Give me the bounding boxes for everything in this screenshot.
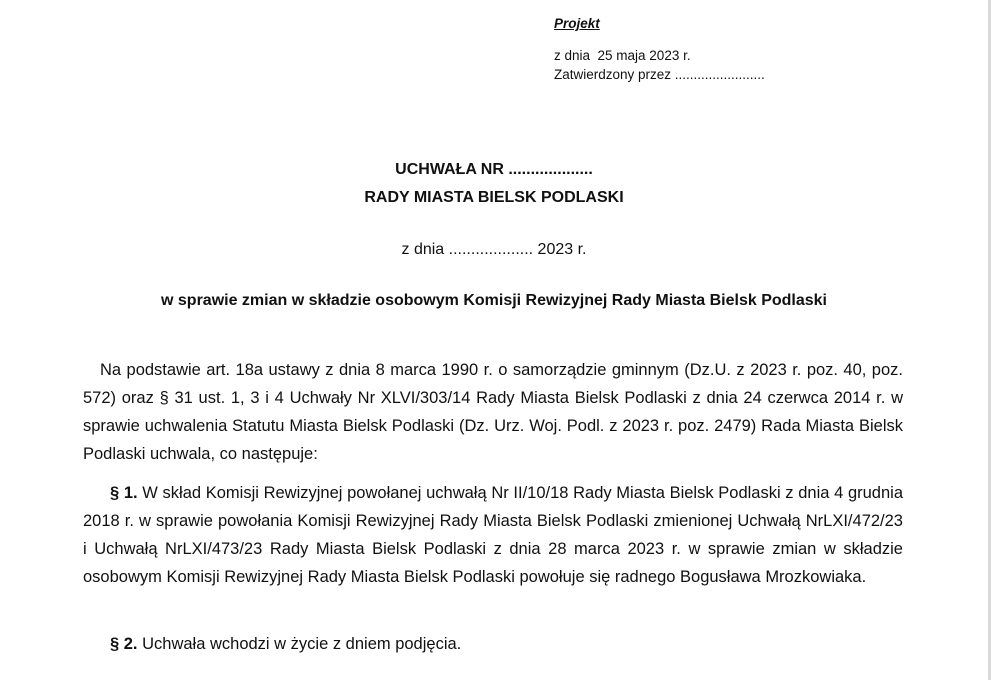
header-approved: Zatwierdzony przez ........................ [554,67,765,82]
section-1-label: § 1. [110,484,138,502]
resolution-subject: w sprawie zmian w składzie osobowym Komisji Rewizyjnej Rady Miasta Bielsk Podlaski [161,292,827,309]
resolution-number: UCHWAŁA NR ................... [395,161,593,178]
section-1-text: W skład Komisji Rewizyjnej powołanej uchwałą Nr II/10/18 Rady Miasta Bielsk Podlaski z dnia 4 grudnia 2018 r. w sprawie powołania Komisji Rewizyjnej Rady Miasta Bielsk Podlaski zmienionej Uchwałą NrLXI/472/23 i Uchwałą NrLXI/473/23 Rady Miasta Bielsk Podlaski z dnia 28 marca 2023 r. w sprawie zmian w składzie osobowym Komisji Rewizyjnej Rady Miasta Bielsk Podlaski powołuje się radnego Bogusława Mrozkowiaka. [83,484,903,586]
header-date: z dnia 25 maja 2023 r. [554,48,691,63]
section-1-paragraph [83,479,903,591]
council-name: RADY MIASTA BIELSK PODLASKI [364,189,624,206]
section-2-paragraph [83,630,903,658]
projekt-label: Projekt [554,16,600,31]
header-block [554,14,765,84]
resolution-date: z dnia ................... 2023 r. [401,241,587,258]
section-2-text: Uchwała wchodzi w życie z dniem podjęcia. [137,635,462,653]
intro-paragraph: Na podstawie art. 18a ustawy z dnia 8 marca 1990 r. o samorządzie gminnym (Dz.U. z 2023 r. poz. 40, poz. 572) oraz § 31 ust. 1, 3 i 4 Uchwały Nr XLVI/303/14 Rady Miasta Bielsk Podlaski z dnia 24 czerwca 2014 r. w sprawie uchwalenia Statutu Miasta Bielsk Podlaski (Dz. Urz. Woj. Podl. z 2023 r. poz. 2479) Rada Miasta Bielsk Podlaski uchwala, co następuje: [83,361,903,463]
section-2-label: § 2. [110,635,138,653]
